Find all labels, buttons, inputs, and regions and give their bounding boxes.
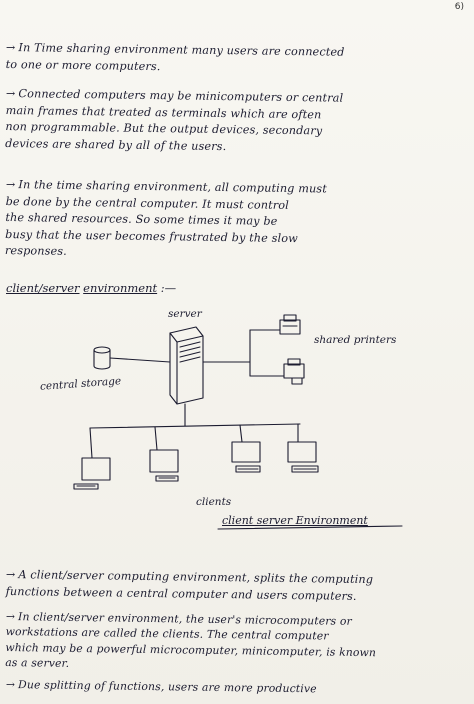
- printer-branches: [250, 330, 284, 376]
- shared-printers-label: shared printers: [314, 334, 397, 346]
- client-computer-icon: [232, 442, 260, 472]
- text-line: which may be a powerful microcomputer, minicomputer, is known: [5, 640, 377, 659]
- text-line: devices are shared by all of the users.: [5, 136, 227, 153]
- server-icon: [170, 327, 203, 404]
- text-line: responses.: [4, 244, 68, 259]
- arrow-bullet: →: [5, 40, 16, 55]
- heading-suffix: :—: [160, 281, 177, 295]
- diagram-caption: client server Environment: [222, 514, 368, 527]
- text-line: In the time sharing environment, all computing must: [18, 178, 327, 196]
- client-bus: [90, 424, 300, 428]
- client-computer-icon: [74, 458, 110, 489]
- text-line: to one or more computers.: [5, 57, 161, 73]
- arrow-bullet: →: [5, 609, 16, 624]
- central-storage-label: central storage: [39, 375, 122, 393]
- client-computer-icon: [150, 450, 178, 481]
- paragraph-client-server-split: [6, 567, 468, 607]
- text-line: Due splitting of functions, users are more productive: [18, 678, 317, 696]
- text-line: as a server.: [5, 656, 70, 671]
- text-line: functions between a central computer and users computers.: [5, 584, 357, 603]
- text-line: Connected computers may be minicomputers or central: [18, 87, 344, 105]
- server-label: server: [168, 308, 202, 320]
- text-line: A client/server computing environment, splits the computing: [18, 568, 374, 587]
- paragraph-central-computing: [5, 177, 468, 266]
- paragraph-time-sharing-users: [6, 40, 468, 80]
- arrow-bullet: →: [5, 86, 16, 101]
- text-line: the shared resources. So some times it may be: [5, 211, 278, 228]
- arrow-bullet: →: [5, 677, 16, 692]
- section-heading: [6, 281, 176, 295]
- paragraph-connected-computers: [5, 86, 468, 159]
- text-line: In Time sharing environment many users are connected: [18, 41, 345, 59]
- client-computer-icon: [288, 442, 318, 472]
- central-storage-icon: [94, 347, 110, 369]
- text-line: In client/server environment, the user's microcomputers or: [18, 610, 352, 628]
- shared-printer-icon: [284, 359, 304, 384]
- client-drops: [90, 424, 298, 458]
- text-line: busy that the user becomes frustrated by the slow: [5, 227, 299, 245]
- text-line: main frames that treated as terminals which are often: [5, 103, 322, 121]
- text-line: non programmable. But the output devices, secondary: [5, 120, 323, 138]
- text-line: be done by the central computer. It must control: [5, 194, 289, 212]
- paragraph-clients-server: [5, 609, 468, 677]
- shared-printer-icon: [280, 315, 300, 334]
- paragraph-productivity: [6, 677, 468, 700]
- clients-label: clients: [196, 496, 232, 508]
- client-server-diagram: [0, 300, 474, 530]
- heading-part-environment: environment: [83, 281, 158, 295]
- page-number: 6): [454, 2, 464, 12]
- arrow-bullet: →: [5, 177, 16, 192]
- text-line: workstations are called the clients. The central computer: [5, 625, 329, 643]
- storage-link: [110, 358, 170, 362]
- heading-part-client-server: client/server: [6, 281, 80, 295]
- arrow-bullet: →: [5, 567, 16, 582]
